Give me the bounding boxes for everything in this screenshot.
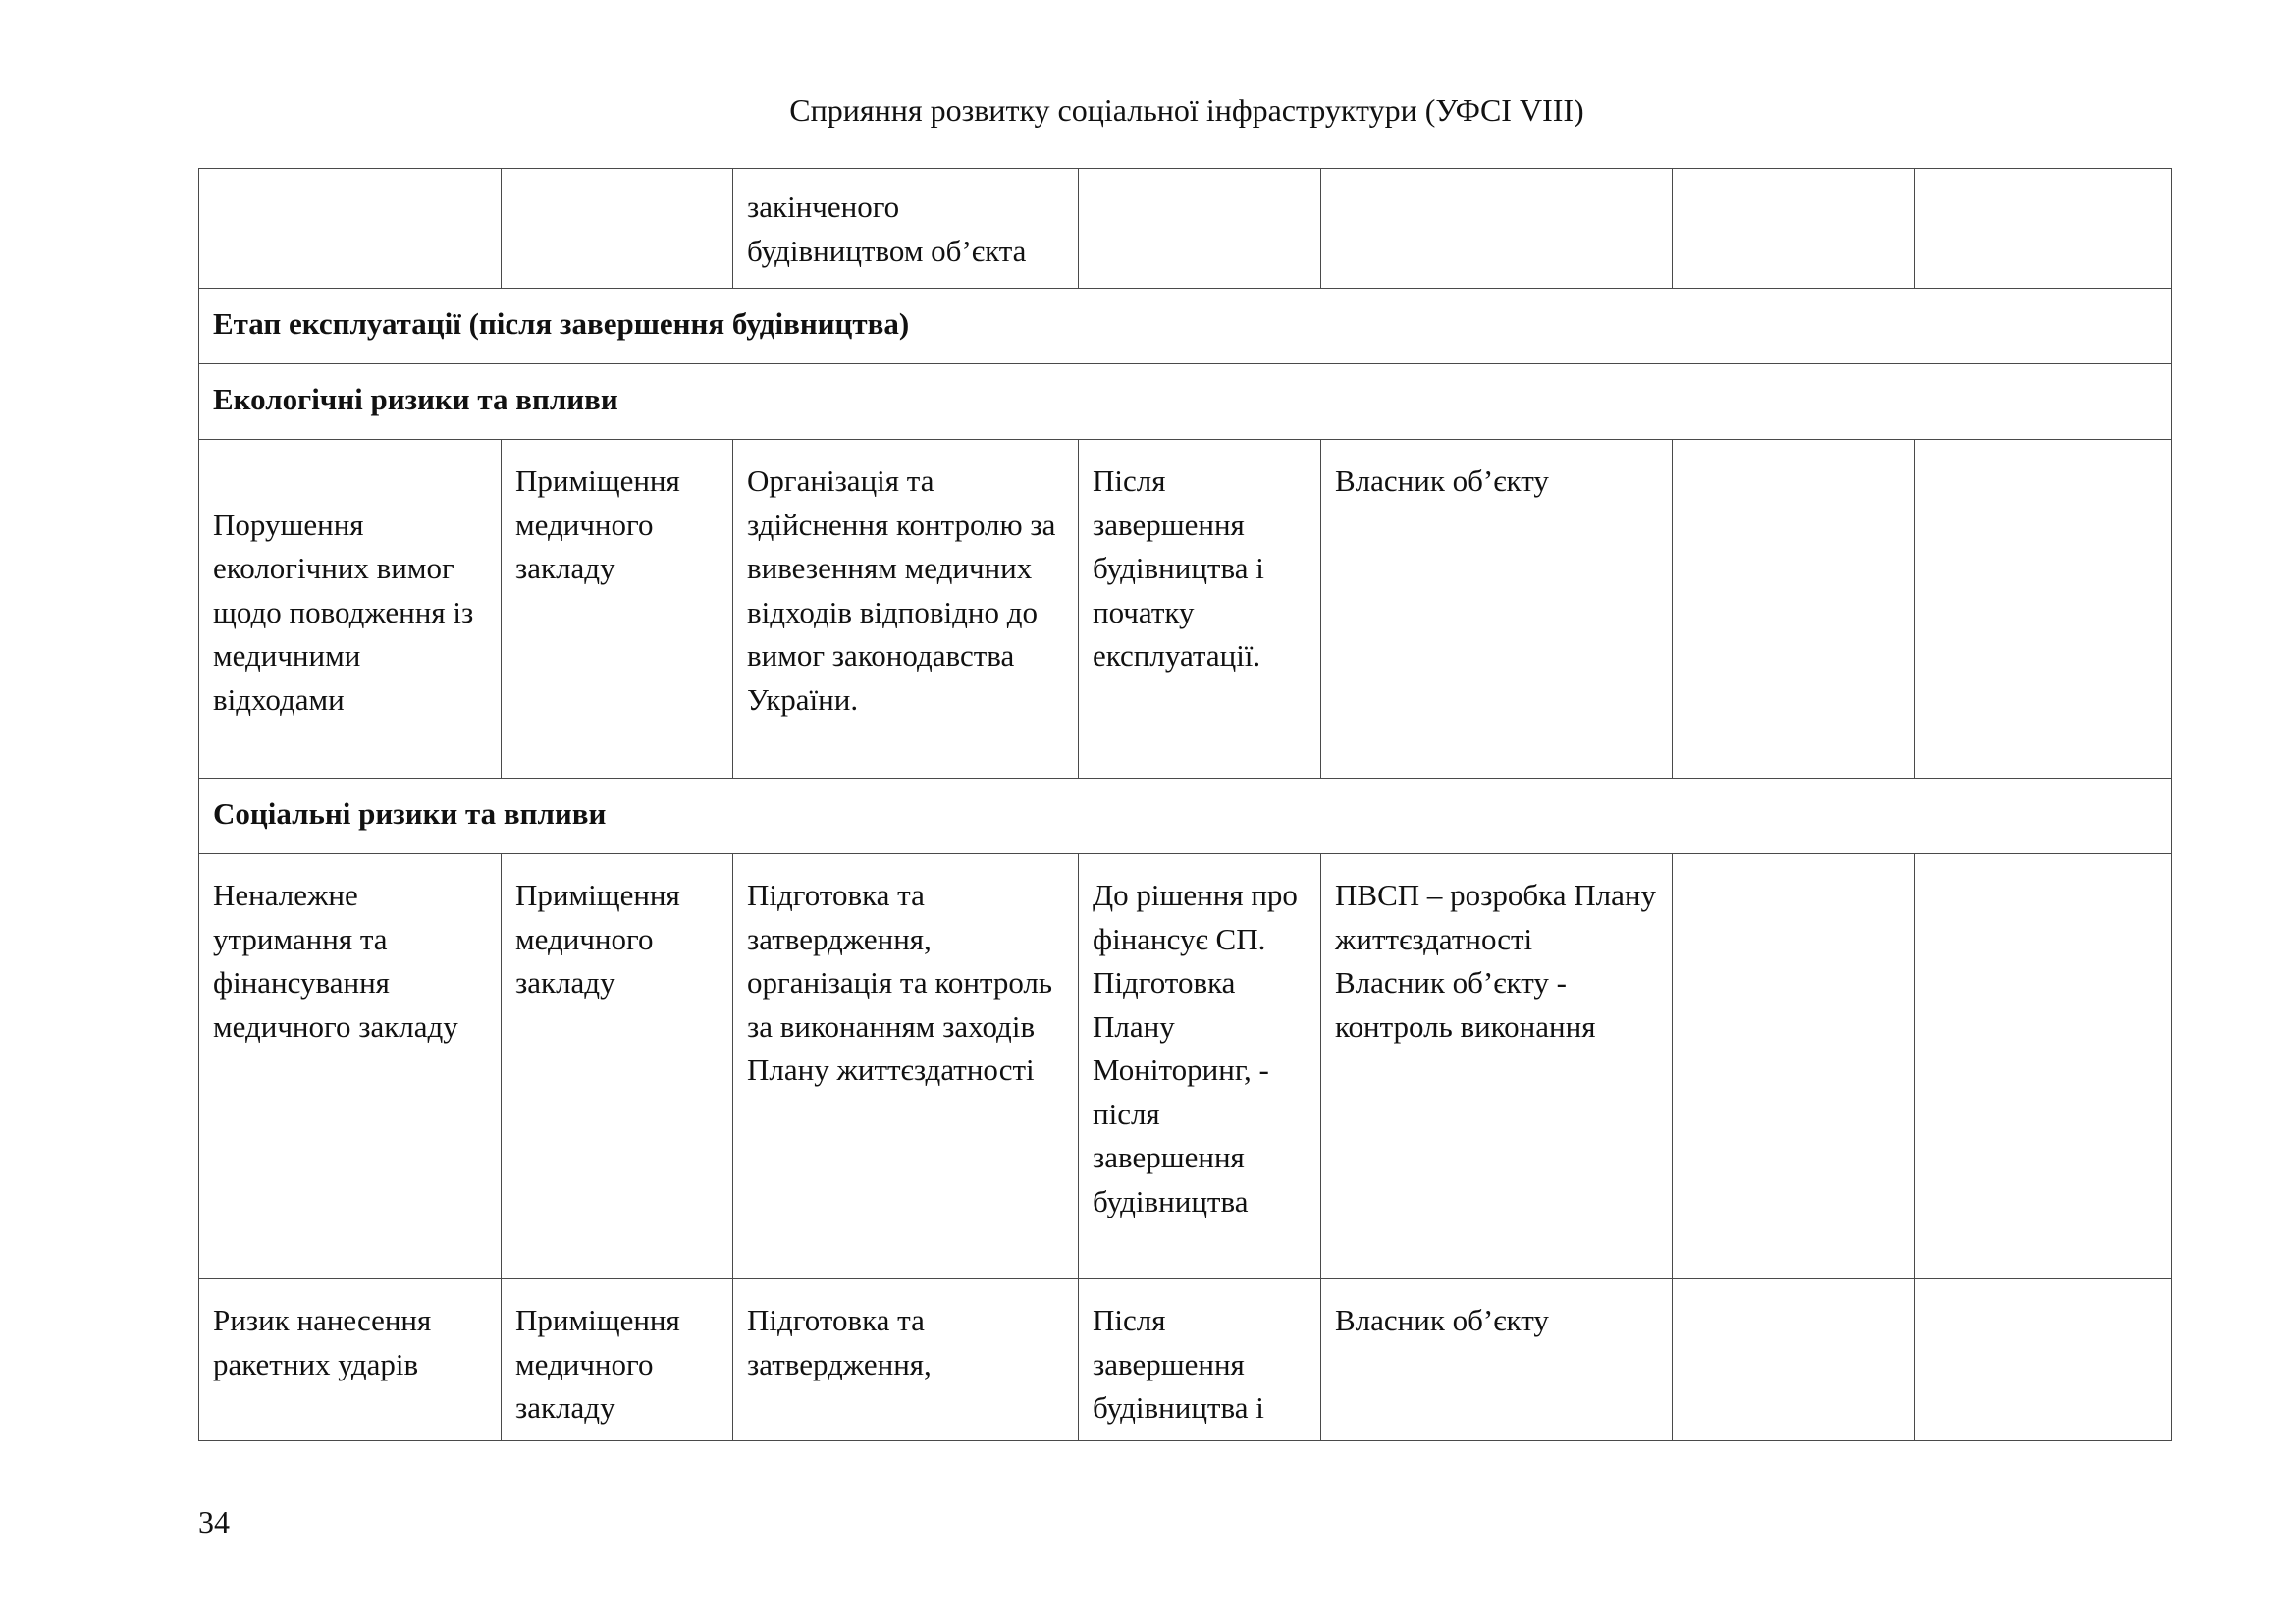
table-row [199, 1279, 2172, 1441]
table-cell [1321, 169, 1673, 289]
table-cell: Власник об’єкту [1321, 1279, 1673, 1441]
table-row [199, 169, 2172, 289]
table-cell [1673, 169, 1915, 289]
table-cell: Після завершення будівництва і [1079, 1279, 1321, 1441]
table-cell: Організація та здійснення контролю за вивезенням медичних відходів відповідно до вимог законодавства України. [733, 440, 1079, 779]
table-cell [1079, 169, 1321, 289]
section-heading: Соціальні ризики та впливи [199, 779, 2172, 854]
table-cell [1915, 854, 2172, 1279]
table-cell [1673, 440, 1915, 779]
table-cell: Власник об’єкту [1321, 440, 1673, 779]
section-row-environmental [199, 364, 2172, 440]
risk-table [198, 168, 2172, 1441]
table-cell: ПВСП – розробка Плану життєздатності Власник об’єкту - контроль виконання [1321, 854, 1673, 1279]
table-cell: Приміщення медичного закладу [502, 1279, 733, 1441]
table-cell: Підготовка та затвердження, [733, 1279, 1079, 1441]
page-header: Сприяння розвитку соціальної інфраструктури (УФСІ VIII) [789, 92, 1584, 128]
table-row [199, 440, 2172, 779]
table-cell: Ризик нанесення ракетних ударів [199, 1279, 502, 1441]
table-cell [502, 169, 733, 289]
table-cell: Неналежне утримання та фінансування медичного закладу [199, 854, 502, 1279]
table-cell: Приміщення медичного закладу [502, 440, 733, 779]
page-number: 34 [198, 1504, 230, 1540]
section-row-social [199, 779, 2172, 854]
table-cell [1673, 1279, 1915, 1441]
table-cell [1915, 1279, 2172, 1441]
table-cell: До рішення про фінансує СП. Підготовка Плану Моніторинг, - після завершення будівництва [1079, 854, 1321, 1279]
section-heading: Етап експлуатації (після завершення будівництва) [199, 289, 2172, 364]
table-cell [1915, 440, 2172, 779]
table-cell: Після завершення будівництва і початку експлуатації. [1079, 440, 1321, 779]
table-cell [199, 169, 502, 289]
section-row-operation [199, 289, 2172, 364]
table-cell: Приміщення медичного закладу [502, 854, 733, 1279]
table-cell: Порушення екологічних вимог щодо поводження із медичними відходами [199, 440, 502, 779]
section-heading: Екологічні ризики та впливи [199, 364, 2172, 440]
table-cell: закінченого будівництвом об’єкта [733, 169, 1079, 289]
table-cell [1915, 169, 2172, 289]
table-row [199, 854, 2172, 1279]
table-cell: Підготовка та затвердження, організація та контроль за виконанням заходів Плану життєздатності [733, 854, 1079, 1279]
table-cell [1673, 854, 1915, 1279]
